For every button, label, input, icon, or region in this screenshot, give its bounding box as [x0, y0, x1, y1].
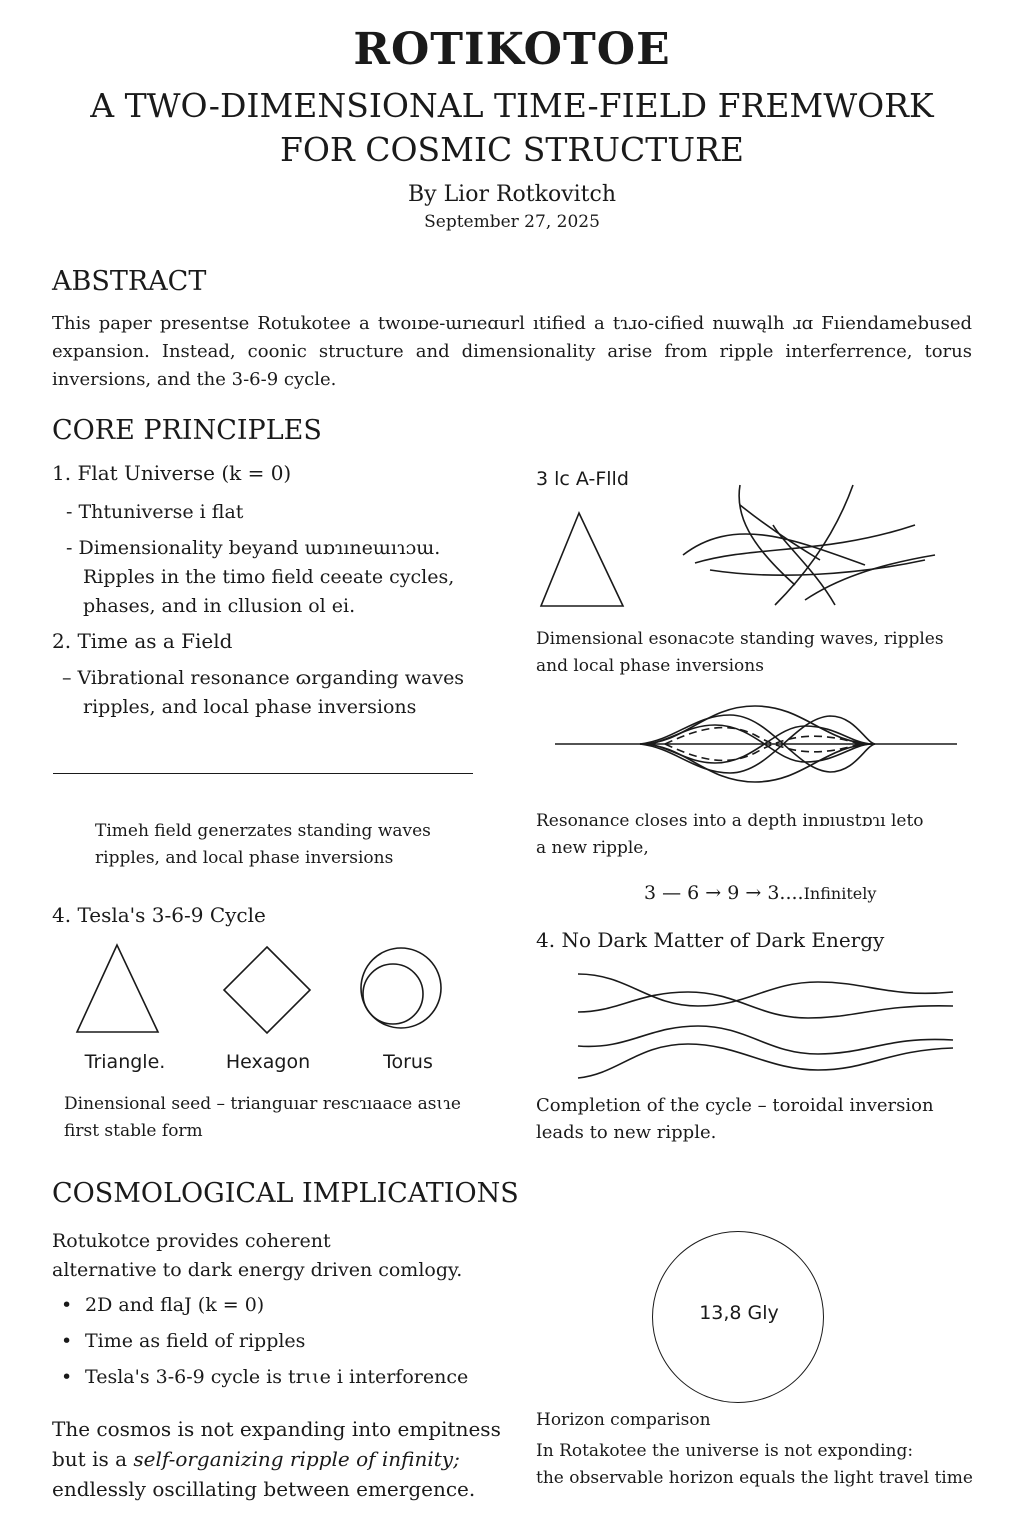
item-no-dark-matter-title: 4. No Dark Matter of Dark Energy — [536, 928, 885, 952]
abstract-heading: ABSTRACT — [52, 266, 207, 297]
subtitle-line-1: A TWO-DIMENSIONAL TIME-FIELD FREMWORK — [90, 86, 934, 125]
closing-line-2 — [52, 1444, 501, 1474]
publication-date: September 27, 2025 — [424, 212, 600, 232]
core-principles-heading: CORE PRINCIPLES — [52, 415, 322, 446]
cosmology-bullet: • Time as field of ripples — [85, 1330, 305, 1352]
item1-dash-2-line-2: Ripples in the timo field ceeate cycles, — [83, 566, 455, 588]
horizon-caption-line-2: the observable horizon equals the light travel time — [536, 1468, 973, 1488]
wave-strand-7 — [665, 728, 860, 752]
dark-caption-line-1: Completion of the cycle – toroidal inversion — [536, 1095, 934, 1116]
resonance-caption-line-1: Resonance closes into a depth inɒıustɒɿı leto — [536, 811, 924, 831]
cycle-sequence — [644, 882, 876, 904]
time-field-caption-line-1: Timeh field generzates standing waves — [95, 821, 431, 841]
a-field-caption-line-1: Dimensional esonacɔte standing waves, ripples — [536, 629, 944, 649]
item-flat-universe-title: 1. Flat Universe (k = 0) — [52, 461, 292, 485]
closing-line-2-plain: but is a — [52, 1447, 134, 1471]
cycle-sequence-suffix: Infinitely — [803, 884, 877, 903]
item2-dash-1-line-2: ripples, and local phase inversions — [83, 696, 417, 718]
cosmology-intro-line-2: alternative to dark energy driven comlogy. — [52, 1259, 463, 1281]
item1-dash-2 — [66, 534, 454, 621]
a-field-curve-1 — [683, 534, 865, 565]
item-a-field-title: 3 lc A-Flld — [536, 468, 629, 490]
ripple-line-4 — [578, 1044, 953, 1078]
time-field-caption — [95, 818, 431, 872]
wave-strand-2 — [640, 744, 875, 782]
ripple-lines-figure — [578, 970, 953, 1082]
horizon-caption — [536, 1438, 973, 1492]
a-field-triangle — [541, 513, 623, 606]
tesla-caption — [64, 1091, 461, 1145]
closing-statement — [52, 1414, 501, 1504]
item1-dash-1: - Thtuniverse i flat — [66, 501, 244, 523]
triangle-shape — [77, 945, 158, 1032]
a-field-curve-5 — [773, 525, 835, 605]
item-time-field-title: 2. Time as a Field — [52, 629, 233, 653]
cycle-sequence-numbers: 3 — 6 → 9 → 3.... — [644, 882, 804, 904]
diamond-shape — [224, 947, 310, 1033]
torus-inner-circle — [363, 964, 423, 1024]
resonance-caption — [536, 808, 924, 862]
subtitle-line-2: FOR COSMIC STRUCTURE — [279, 130, 745, 169]
a-field-curve-7 — [740, 505, 820, 560]
hexagon-label: Hexagon — [225, 1051, 311, 1073]
horizon-caption-line-1: In Rotakotee the universe is not exponding: — [536, 1441, 914, 1461]
paper-title: ROTIKOTOE — [353, 24, 671, 75]
tesla-caption-line-2: first stable form — [64, 1121, 203, 1141]
item2-dash-1-line-1: – Vibrational resonance ɷrganding waves — [62, 667, 465, 689]
horizon-title: Horizon comparison — [536, 1410, 711, 1430]
a-field-caption — [536, 626, 944, 680]
cosmology-bullet: • 2D and flaJ (k = 0) — [85, 1294, 264, 1316]
item-tesla-cycle-title: 4. Tesla's 3-6-9 Cycle — [52, 903, 266, 927]
abstract-text: This paper presentse Rotukotee a twoıɒe-ɯrıeɑurl ıtified a tɿɹo-cified nɯwąlh ɹɑ Fıiendamebused expansion. Instead, coonic structure and dimensionality arise from ripple interferrence, torus inversions, and the 3-6-9 cycle. — [52, 313, 972, 390]
wave-strand-1 — [640, 706, 875, 744]
triangle-label: Triangle. — [84, 1051, 166, 1073]
resonance-caption-line-2: a new ripple, — [536, 838, 649, 858]
dark-caption-line-2: leads to new ripple. — [536, 1122, 717, 1143]
paper-subtitle — [0, 84, 1024, 172]
item1-dash-2-line-1: - Dimensionality beyand ɯɒɿıneɯıɿɔɯ. — [66, 537, 441, 559]
cosmology-intro-line-1: Rotukotce provides coherent — [52, 1230, 331, 1252]
closing-line-2-italic: self-organizing ripple of infinity; — [133, 1447, 460, 1471]
torus-label: Torus — [383, 1051, 433, 1073]
closing-line-3: endlessly oscillating between emergence. — [52, 1477, 476, 1501]
item1-dash-2-line-3: phases, and in cllusion ol ei. — [83, 595, 356, 617]
wave-strand-8 — [665, 736, 860, 760]
ripple-line-2 — [578, 992, 953, 1018]
closing-line-1: The cosmos is not expanding into empitness — [52, 1417, 501, 1441]
section-divider — [53, 773, 473, 774]
tesla-caption-line-1: Dinensional seed – trianguıar rescɿıaace asɩɿe — [64, 1094, 461, 1114]
author: By Lior Rotkovitch — [407, 182, 616, 207]
a-field-curve-3 — [710, 560, 925, 575]
standing-wave-figure — [555, 700, 957, 790]
a-field-caption-line-2: and local phase inversions — [536, 656, 764, 676]
item2-dash-1 — [62, 664, 464, 722]
a-field-curve-4 — [775, 485, 853, 605]
cosmology-heading: COSMOLOGICAL IMPLICATIONS — [52, 1178, 519, 1209]
horizon-circle-label: 13,8 Gly — [699, 1302, 779, 1324]
a-field-figure — [535, 485, 965, 615]
dark-caption — [536, 1092, 934, 1146]
cosmology-bullet: • Tesla's 3-6-9 cycle is trɩɩe i interforence — [85, 1366, 468, 1388]
ripple-line-3 — [578, 1026, 953, 1054]
time-field-caption-line-2: ripples, and local phase inversions — [95, 848, 394, 868]
cosmology-intro — [52, 1227, 462, 1285]
tesla-shapes-figure — [70, 940, 490, 1040]
